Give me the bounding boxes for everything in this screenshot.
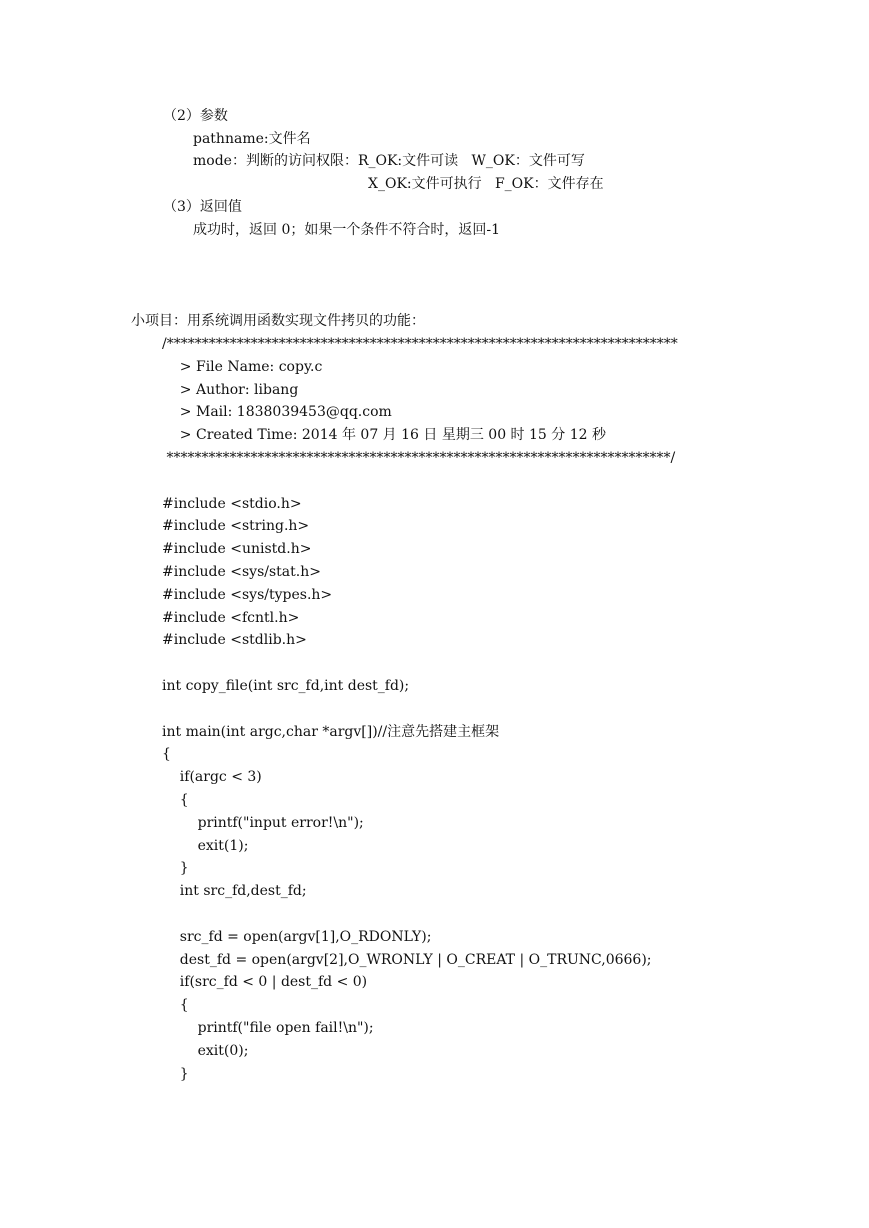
code-line: int main(int argc,char *argv[])//注意先搭建主框架 — [162, 724, 500, 740]
code-line: /************************************************************************* — [162, 336, 678, 352]
code-line: #include <sys/stat.h> — [162, 564, 321, 580]
code-line: exit(1); — [162, 838, 249, 854]
code-line: dest_fd = open(argv[2],O_WRONLY | O_CREAT | O_TRUNC,0666); — [162, 952, 652, 968]
code-line: printf("input error!\n"); — [162, 815, 364, 831]
code-line: #include <unistd.h> — [162, 541, 312, 557]
return-text: 成功时，返回 0；如果一个条件不符合时，返回-1 — [193, 222, 500, 238]
code-line: } — [162, 1066, 189, 1082]
project-title: 小项目：用系统调用函数实现文件拷贝的功能： — [131, 313, 425, 329]
code-line: } — [162, 860, 189, 876]
code-line: > Author: libang — [162, 382, 299, 398]
param-mode-line2: X_OK:文件可执行 F_OK：文件存在 — [368, 176, 604, 192]
code-line: { — [162, 746, 171, 762]
code-line: #include <fcntl.h> — [162, 610, 300, 626]
code-line: if(src_fd < 0 | dest_fd < 0) — [162, 974, 368, 990]
params-heading: （2）参数 — [163, 108, 228, 124]
code-line: > File Name: copy.c — [162, 359, 323, 375]
code-line: { — [162, 792, 189, 808]
param-mode-line1: mode：判断的访问权限：R_OK:文件可读 W_OK：文件可写 — [193, 153, 585, 169]
code-line: printf("file open fail!\n"); — [162, 1020, 374, 1036]
code-line: #include <string.h> — [162, 518, 310, 534]
code-line: > Created Time: 2014 年 07 月 16 日 星期三 00 时 15 分 12 秒 — [162, 427, 606, 443]
code-line: ************************************************************************/ — [162, 450, 676, 466]
code-line: { — [162, 997, 189, 1013]
return-heading: （3）返回值 — [163, 199, 242, 215]
code-line: > Mail: 1838039453@qq.com — [162, 404, 392, 420]
code-line: int copy_file(int src_fd,int dest_fd); — [162, 678, 410, 694]
code-line: src_fd = open(argv[1],O_RDONLY); — [162, 929, 432, 945]
code-line: exit(0); — [162, 1043, 249, 1059]
code-line: #include <stdlib.h> — [162, 632, 307, 648]
param-pathname: pathname:文件名 — [193, 131, 311, 147]
code-line: int src_fd,dest_fd; — [162, 883, 307, 899]
code-line: #include <stdio.h> — [162, 496, 302, 512]
code-line: #include <sys/types.h> — [162, 587, 333, 603]
code-line: if(argc < 3) — [162, 769, 262, 785]
